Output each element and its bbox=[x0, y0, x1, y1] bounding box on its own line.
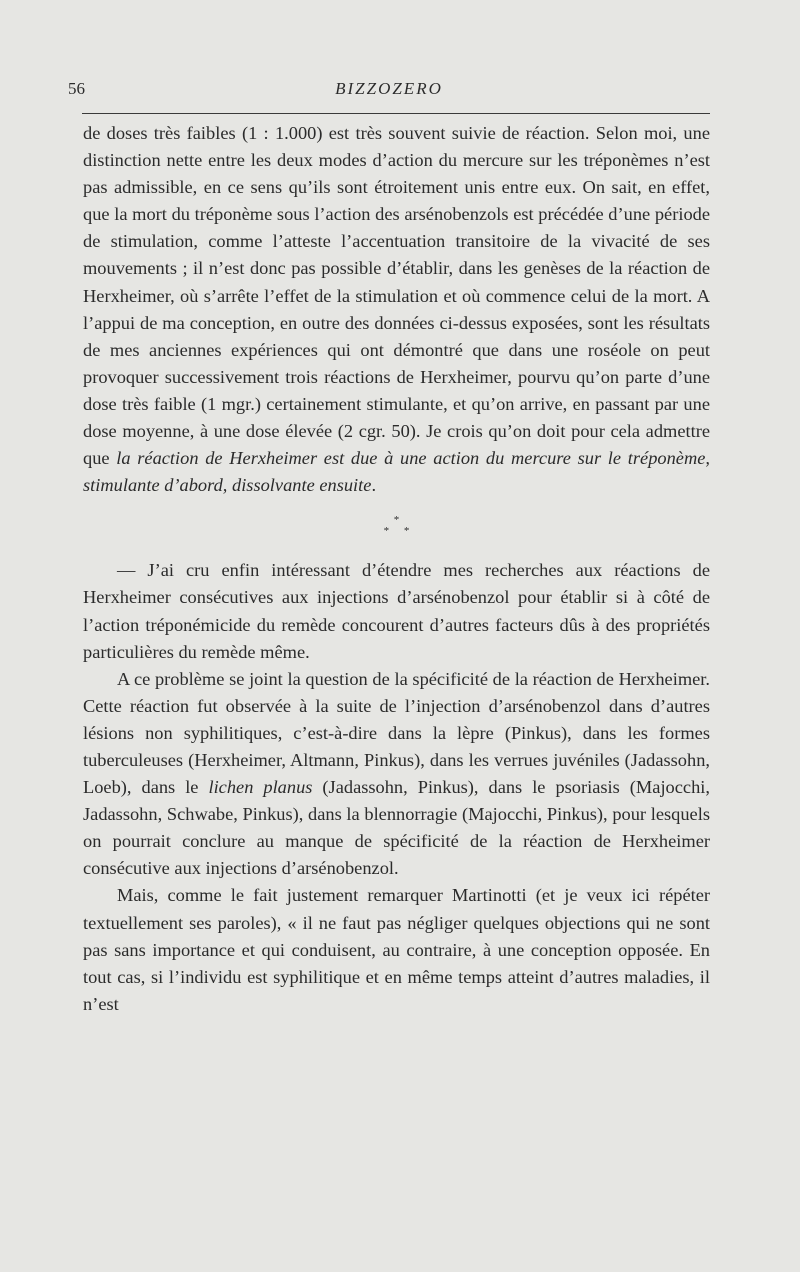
running-title: BIZZOZERO bbox=[335, 79, 443, 98]
paragraph-3-text: A ce problème se joint la question de la spécificité de la réaction de Herxheimer. Cette réaction fut observée à la suite de l’injection d’arsénobenzol dans d’autres lésions non syphilitiques, c’est-à-dire dans la lèpre (Pinkus), dans les formes tuberculeuses (Herxheimer, Altmann, Pinkus), dans les verrues juvéniles (Jadassohn, Loeb), dans le bbox=[83, 668, 710, 798]
body-text bbox=[83, 120, 710, 1018]
paragraph-1 bbox=[83, 120, 710, 499]
paragraph-1-end: . bbox=[371, 475, 377, 496]
paragraph-3-text-end: (Jadassohn, Pinkus), dans le psoriasis (Majocchi, Jadassohn, Schwabe, Pinkus), dans la blennorragie (Majocchi, Pinkus), pour lesquels on pourrait conclure au manque de spécificité de la réaction de Herxheimer consécutive aux injections d’arsénobenzol. bbox=[83, 777, 710, 879]
page-number: 56 bbox=[68, 79, 85, 98]
paragraph-1-italic: la réaction de Herxheimer est due à une action du mercure sur le tréponème, stimulante d’abord, dissolvante ensuite bbox=[83, 448, 710, 496]
paragraph-1-text: de doses très faibles (1 : 1.000) est très souvent suivie de réaction. Selon moi, une distinction nette entre les deux modes d’action du mercure sur les tréponèmes n’est pas admissible, en ce sens qu’ils sont étroitement unis entre eux. On sait, en effet, que la mort du tréponème sous l’action des arsénobenzols est précédée d’une période de stimulation, comme l’atteste l’accentuation transitoire de la vivacité de ses mouvements ; il n’est donc pas possible d’établir, dans les genèses de la réaction de Herxheimer, où s’arrête l’effet de la stimulation et où commence celui de la mort. A l’appui de ma conception, en outre des données ci-dessus exposées, sont les résultats de mes anciennes expériences qui ont démontré que dans une roséole on peut provoquer successivement trois réactions de Herxheimer, pourvu qu’on parte d’une dose très faible (1 mgr.) certainement stimulante, et qu’on arrive, en passant par une dose moyenne, à une dose élevée (2 cgr. 50). Je crois qu’on doit pour cela admettre que bbox=[83, 123, 710, 469]
header-rule bbox=[82, 113, 710, 114]
asterism-separator bbox=[83, 499, 710, 557]
paragraph-3 bbox=[83, 666, 710, 883]
running-head bbox=[68, 79, 710, 103]
paragraph-3-italic: lichen planus bbox=[208, 777, 313, 798]
paragraph-4: Mais, comme le fait justement remarquer Martinotti (et je veux ici répéter textuellement ses paroles), « il ne faut pas négliger quelques objections qui ne sont pas sans importance et qui conduisent, au contraire, à une conception opposée. En tout cas, si l’individu est syphilitique et en même temps atteint d’autres maladies, il n’est bbox=[83, 885, 710, 1014]
paragraph-2: — J’ai cru enfin intéressant d’étendre mes recherches aux réactions de Herxheimer consécutives aux injections d’arsénobenzol pour établir si à côté de l’action tréponémicide du remède concourent d’autres facteurs dûs à des propriétés particulières du remède même. bbox=[83, 560, 710, 662]
asterism-top: * bbox=[393, 514, 400, 527]
asterism-bottom: * * bbox=[383, 525, 416, 538]
